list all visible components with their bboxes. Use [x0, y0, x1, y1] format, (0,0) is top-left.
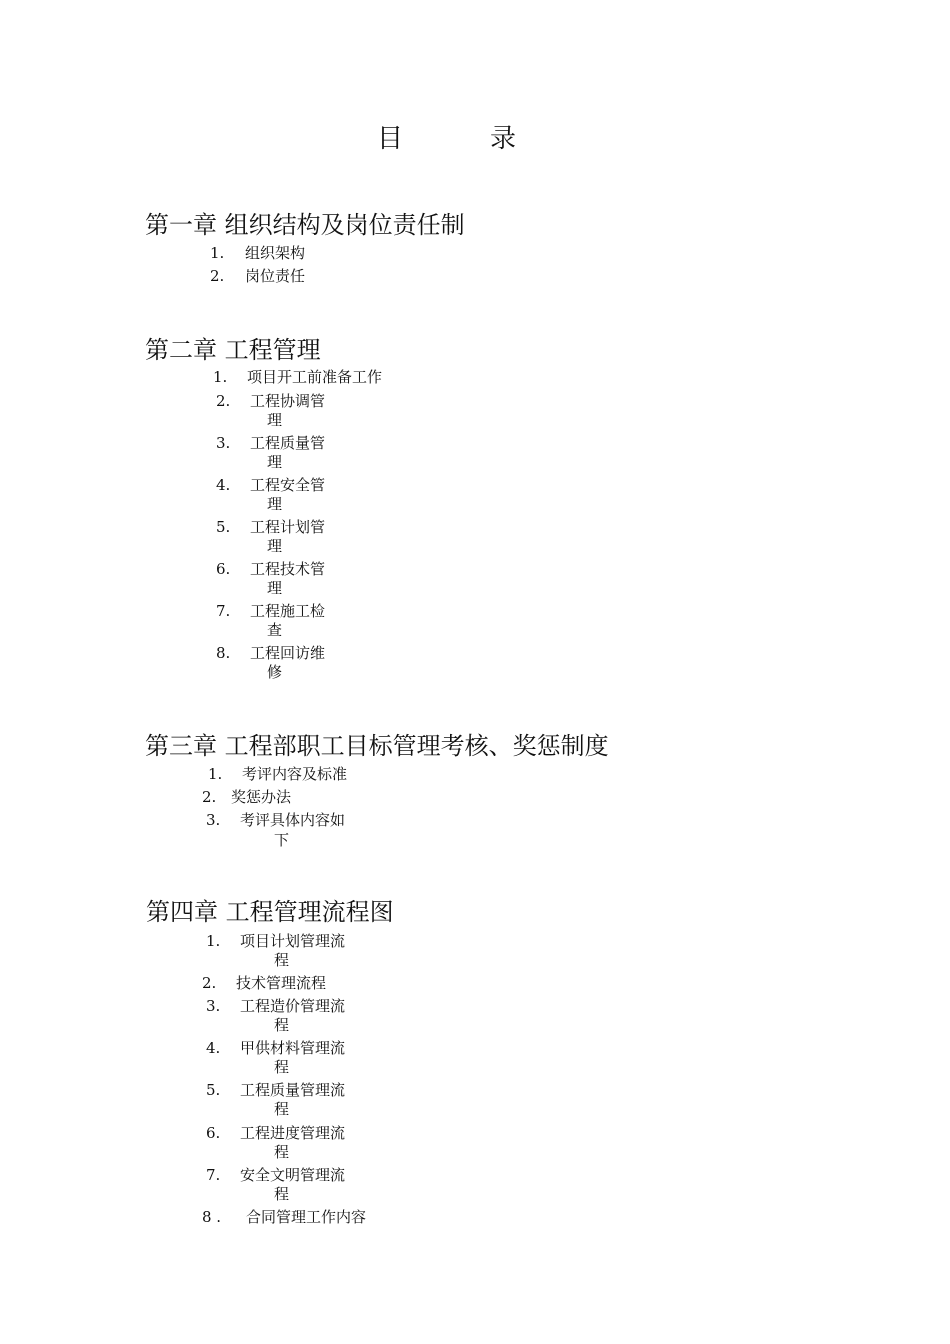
toc-item-label-continued: 修: [267, 663, 283, 681]
toc-item-number: 8 .: [202, 1208, 222, 1226]
toc-item-label: 工程协调管: [250, 392, 326, 410]
toc-item-label: 工程进度管理流: [240, 1124, 346, 1142]
toc-item-number: 7.: [206, 1166, 221, 1184]
toc-item-label: 组织架构: [245, 244, 306, 262]
toc-item-label: 工程造价管理流: [240, 997, 346, 1015]
toc-item-label: 技术管理流程: [236, 974, 327, 992]
toc-item[interactable]: [0, 1124, 950, 1162]
toc-item-number: 7.: [216, 602, 231, 620]
toc-item[interactable]: [0, 434, 950, 472]
toc-item[interactable]: [0, 518, 950, 556]
toc-item-label-continued: 程: [274, 1185, 290, 1203]
toc-item-label-continued: 程: [274, 1016, 290, 1034]
toc-item-label: 考评具体内容如: [240, 811, 346, 829]
toc-item-number: 3.: [206, 811, 221, 829]
toc-item-number: 2.: [210, 267, 225, 285]
toc-item-label: 项目计划管理流: [240, 932, 346, 950]
chapter-4-heading[interactable]: 第四章 工程管理流程图: [146, 898, 394, 926]
toc-item-label-continued: 理: [267, 411, 283, 429]
toc-item-label: 奖惩办法: [231, 788, 292, 806]
toc-item-label: 岗位责任: [245, 267, 306, 285]
toc-item-number: 2.: [202, 974, 217, 992]
toc-item[interactable]: [0, 1039, 950, 1077]
toc-item-number: 3.: [216, 434, 231, 452]
toc-item-number: 6.: [206, 1124, 221, 1142]
toc-item-number: 1.: [210, 244, 225, 262]
toc-item-label-continued: 程: [274, 1058, 290, 1076]
toc-item[interactable]: [0, 932, 950, 970]
toc-item-number: 6.: [216, 560, 231, 578]
toc-title-right-char: 录: [490, 124, 517, 154]
toc-item-label: 工程计划管: [250, 518, 326, 536]
chapter-2-heading[interactable]: 第二章 工程管理: [145, 336, 321, 364]
toc-title-left-char: 目: [377, 124, 404, 154]
toc-item-number: 8.: [216, 644, 231, 662]
toc-item-label: 项目开工前准备工作: [247, 368, 383, 386]
toc-item-number: 1.: [206, 932, 221, 950]
toc-item-label: 工程技术管: [250, 560, 326, 578]
chapter-1-heading[interactable]: 第一章 组织结构及岗位责任制: [145, 211, 465, 239]
toc-item-label-continued: 程: [274, 951, 290, 969]
toc-item-label: 工程质量管理流: [240, 1081, 346, 1099]
toc-item-number: 1.: [213, 368, 228, 386]
toc-item-number: 3.: [206, 997, 221, 1015]
toc-item-label: 工程回访维: [250, 644, 326, 662]
toc-item[interactable]: [0, 602, 950, 640]
toc-item[interactable]: [0, 392, 950, 430]
toc-item-number: 5.: [216, 518, 231, 536]
toc-item-label: 工程施工检: [250, 602, 326, 620]
toc-item[interactable]: [0, 1081, 950, 1119]
toc-item-number: 4.: [206, 1039, 221, 1057]
chapter-3-heading[interactable]: 第三章 工程部职工目标管理考核、奖惩制度: [145, 732, 609, 760]
toc-item-number: 2.: [202, 788, 217, 806]
toc-item[interactable]: [0, 644, 950, 682]
toc-item-label-continued: 程: [274, 1143, 290, 1161]
toc-item-label-continued: 理: [267, 453, 283, 471]
toc-item[interactable]: [0, 560, 950, 598]
toc-item[interactable]: [0, 811, 950, 849]
toc-item-label-continued: 程: [274, 1100, 290, 1118]
toc-item-label-continued: 理: [267, 537, 283, 555]
toc-item[interactable]: [0, 997, 950, 1035]
toc-item-number: 2.: [216, 392, 231, 410]
toc-item-label: 安全文明管理流: [240, 1166, 346, 1184]
toc-item-number: 4.: [216, 476, 231, 494]
toc-item-label-continued: 下: [274, 831, 290, 849]
toc-item[interactable]: [0, 476, 950, 514]
toc-item-number: 5.: [206, 1081, 221, 1099]
toc-item-label: 工程安全管: [250, 476, 326, 494]
toc-item-label-continued: 理: [267, 495, 283, 513]
toc-item-label: 甲供材料管理流: [240, 1039, 346, 1057]
toc-item-number: 1.: [208, 765, 223, 783]
toc-item[interactable]: [0, 1166, 950, 1204]
toc-item-label: 考评内容及标准: [242, 765, 348, 783]
toc-item-label-continued: 理: [267, 579, 283, 597]
toc-item-label-continued: 查: [267, 621, 283, 639]
toc-item-label: 合同管理工作内容: [246, 1208, 367, 1226]
toc-item-label: 工程质量管: [250, 434, 326, 452]
